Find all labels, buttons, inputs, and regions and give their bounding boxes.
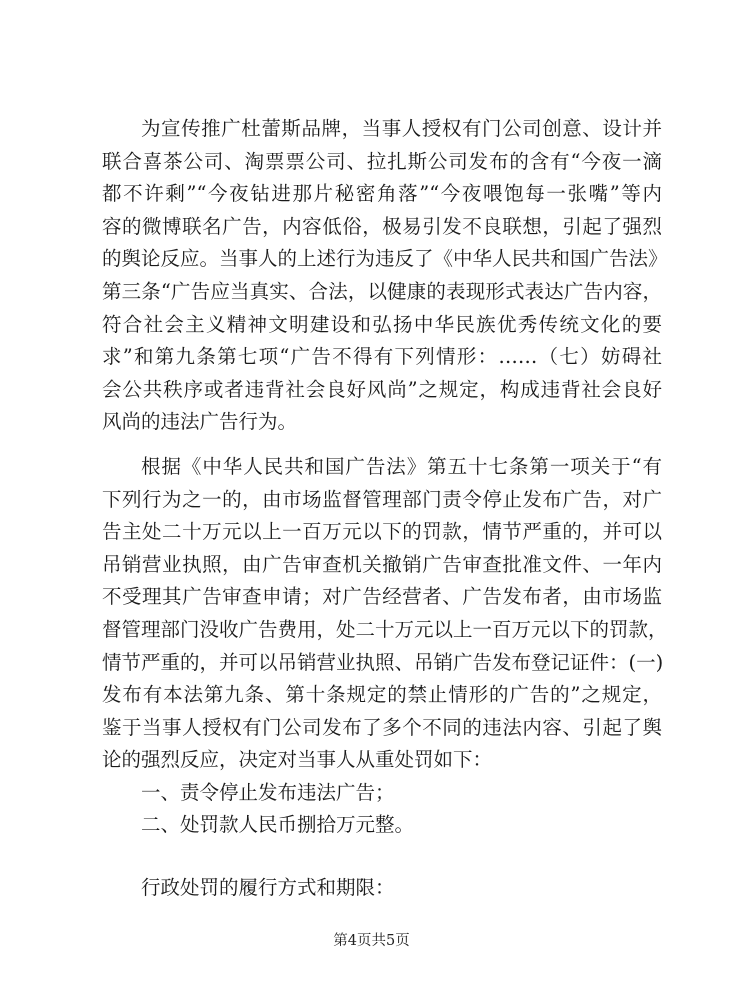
text-line: 不受理其广告审查申请；对广告经营者、广告发布者，由市场监 <box>102 585 662 609</box>
text-line: 符合社会主义精神文明建设和弘扬中华民族优秀传统文化的要 <box>102 312 662 336</box>
text-line: 的舆论反应。当事人的上述行为违反了《中华人民共和国广告法》 <box>102 247 668 271</box>
paragraph-1 <box>102 113 668 439</box>
page-number-footer: 第4页共5页 <box>333 933 410 949</box>
section-heading: 行政处罚的履行方式和期限： <box>141 876 395 900</box>
text-line: 都不许剩”“今夜钻进那片秘密角落”“今夜喂饱每一张嘴”等内 <box>102 182 662 206</box>
section-gap <box>102 842 662 872</box>
text-line: 吊销营业执照，由广告审查机关撤销广告审查批准文件、一年内 <box>102 552 662 576</box>
paragraph-2 <box>102 451 668 777</box>
text-line: 告主处二十万元以上一百万元以下的罚款，情节严重的，并可以 <box>102 520 662 544</box>
list-item: 二、处罚款人民币捌拾万元整。 <box>141 813 415 837</box>
text-line: 风尚的违法广告行为。 <box>102 410 298 434</box>
text-line: 求”和第九条第七项“广告不得有下列情形：……（七）妨碍社 <box>102 345 662 369</box>
text-line: 联合喜茶公司、淘票票公司、拉扎斯公司发布的含有“今夜一滴 <box>102 149 662 173</box>
text-line: 督管理部门没收广告费用，处二十万元以上一百万元以下的罚款， <box>102 617 668 641</box>
list-item: 一、责令停止发布违法广告； <box>141 780 395 804</box>
text-line: 情节严重的，并可以吊销营业执照、吊销广告发布登记证件：(一) <box>102 650 664 674</box>
text-line: 容的微博联名广告，内容低俗，极易引发不良联想，引起了强烈 <box>102 214 662 238</box>
text-line: 为宣传推广杜蕾斯品牌，当事人授权有门公司创意、设计并 <box>141 117 662 140</box>
text-line: 会公共秩序或者违背社会良好风尚”之规定，构成违背社会良好 <box>102 377 662 401</box>
penalty-list <box>102 777 662 842</box>
text-line: 鉴于当事人授权有门公司发布了多个不同的违法内容、引起了舆 <box>102 715 662 739</box>
text-line: 根据《中华人民共和国广告法》第五十七条第一项关于“有 <box>141 454 662 478</box>
text-line: 论的强烈反应，决定对当事人从重处罚如下： <box>102 748 493 772</box>
paragraph-gap <box>102 439 662 451</box>
document-body <box>102 113 668 905</box>
text-line: 第三条“广告应当真实、合法，以健康的表现形式表达广告内容， <box>102 279 662 303</box>
text-line: 发布有本法第九条、第十条规定的禁止情形的广告的”之规定， <box>102 683 662 707</box>
text-line: 下列行为之一的，由市场监督管理部门责令停止发布广告，对广 <box>102 487 662 511</box>
